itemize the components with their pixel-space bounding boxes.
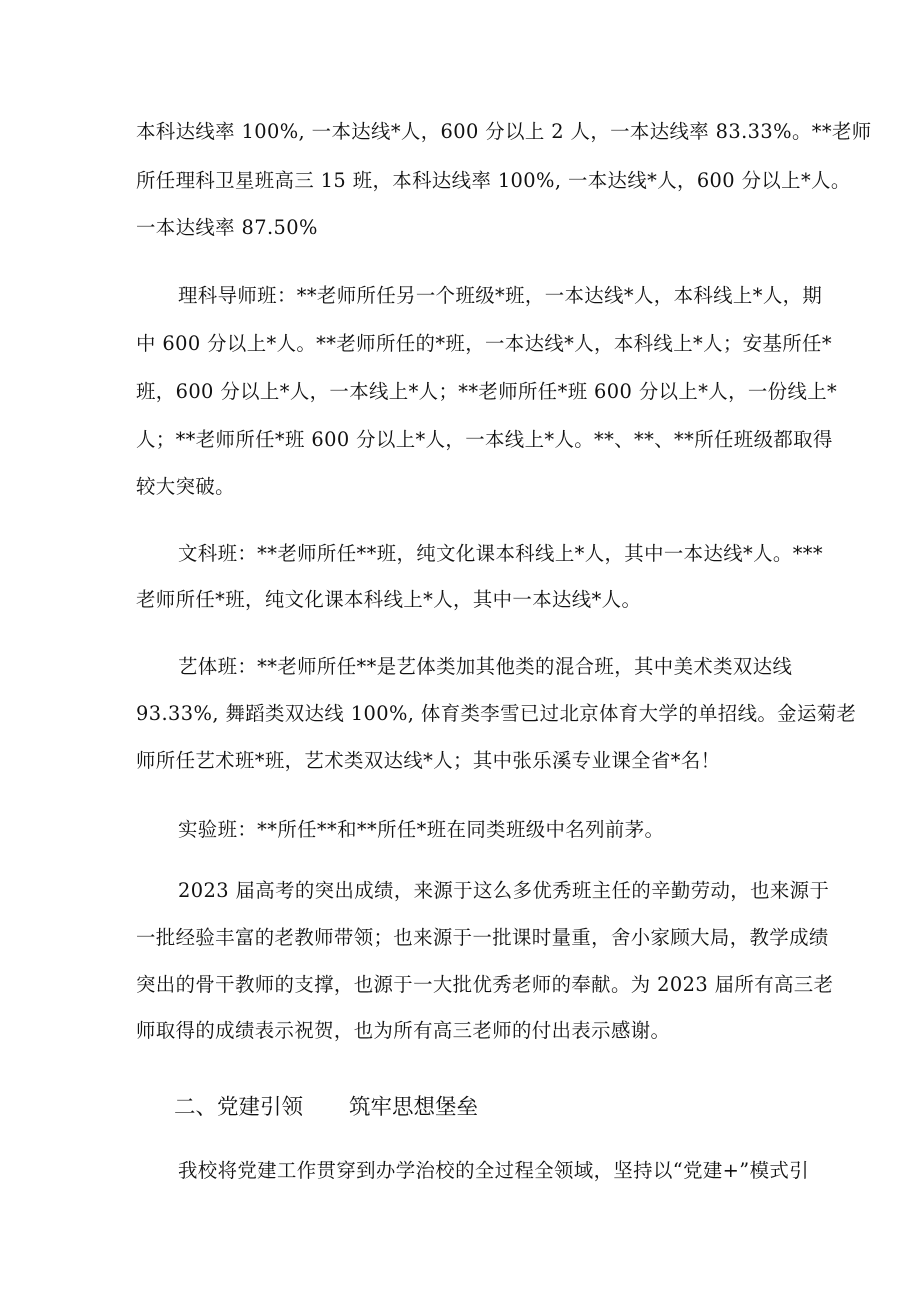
text-line: 较大突破。 — [136, 475, 235, 498]
text-line: 理科导师班：**老师所任另一个班级*班，一本达线*人，本科线上*人，期 — [178, 284, 823, 307]
text-line: 文科班：**老师所任**班，纯文化课本科线上*人，其中一本达线*人。*** — [178, 542, 823, 565]
text-line: 实验班：**所任**和**所任*班在同类班级中名列前茅。 — [178, 818, 665, 841]
text-line: 班，600 分以上*人，一本线上*人；**老师所任*班 600 分以上*人，一份线上* — [136, 380, 838, 403]
section-heading-number: 二、党建引领 — [174, 1095, 304, 1120]
text-line: 一本达线率 87.50% — [136, 216, 318, 239]
text-line: 一批经验丰富的老教师带领；也来源于一批课时量重，舍小家顾大局，教学成绩 — [136, 926, 829, 949]
text-line: 艺体班：**老师所任**是艺体类加其他类的混合班，其中美术类双达线 — [178, 655, 793, 678]
text-line: 93.33%, 舞蹈类双达线 100%, 体育类李雪已过北京体育大学的单招线。金运菊老 — [136, 702, 857, 725]
section-heading-text: 筑牢思想堡垒 — [349, 1095, 479, 1120]
text-line: 突出的骨干教师的支撑，也源于一大批优秀老师的奉献。为 2023 届所有高三老 — [136, 973, 834, 996]
text-line: 我校将党建工作贯穿到办学治校的全过程全领域，坚持以“党建+”模式引 — [178, 1159, 809, 1182]
text-line: 师所任艺术班*班，艺术类双达线*人；其中张乐溪专业课全省*名！ — [136, 749, 721, 772]
text-line: 老师所任*班，纯文化课本科线上*人，其中一本达线*人。 — [136, 588, 642, 611]
text-line: 2023 届高考的突出成绩，来源于这么多优秀班主任的辛勤劳动，也来源于 — [178, 879, 830, 902]
text-line: 师取得的成绩表示祝贺，也为所有高三老师的付出表示感谢。 — [136, 1019, 671, 1042]
text-line: 本科达线率 100%, 一本达线*人，600 分以上 2 人，一本达线率 83.33%。**老师 — [136, 120, 872, 143]
section-heading — [174, 1088, 478, 1128]
text-line: 人；**老师所任*班 600 分以上*人，一本线上*人。**、**、**所任班级都取得 — [136, 428, 833, 451]
text-line: 中 600 分以上*人。**老师所任的*班，一本达线*人，本科线上*人；安基所任* — [136, 332, 832, 355]
text-line: 所任理科卫星班高三 15 班，本科达线率 100%, 一本达线*人，600 分以上*人。 — [136, 169, 851, 192]
